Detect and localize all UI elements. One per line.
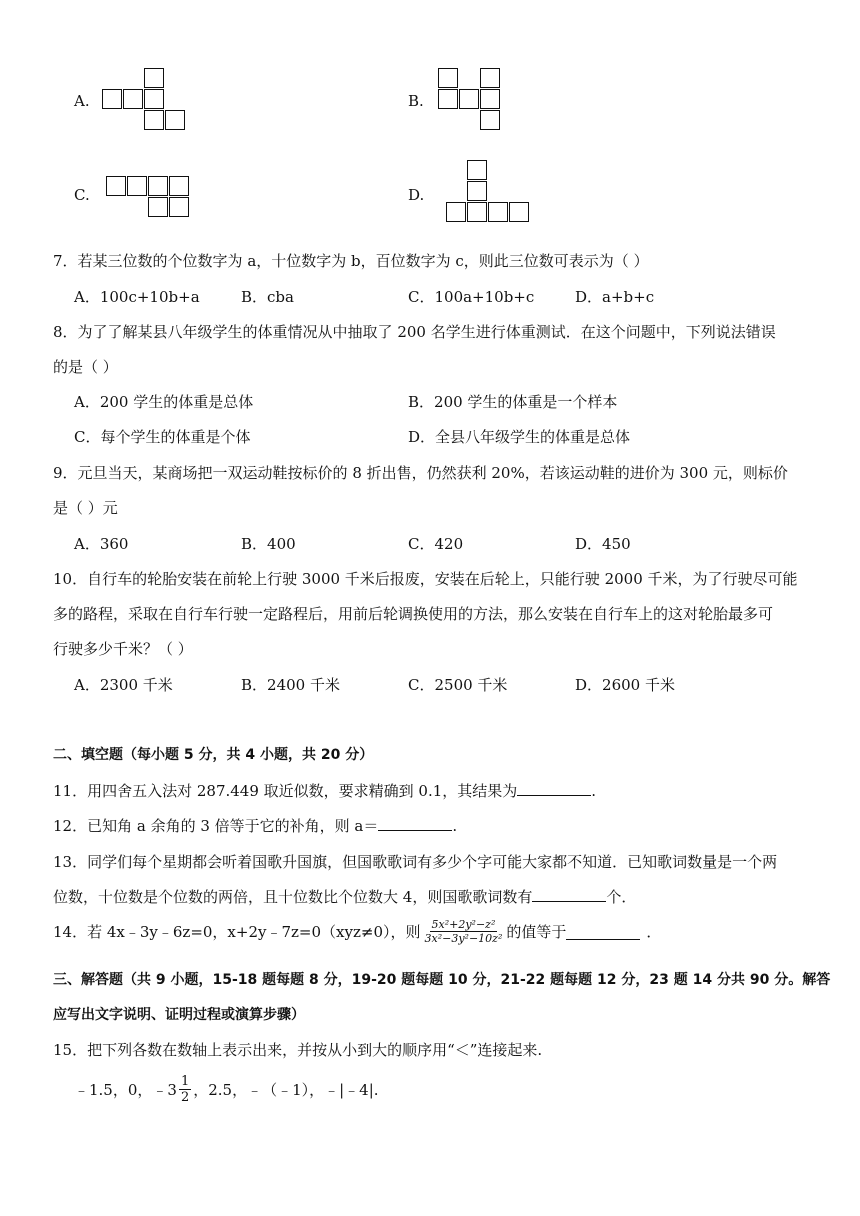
q15-numbers — [74, 1074, 379, 1105]
option-a-label: A. — [74, 92, 90, 110]
q8-option-c: C．每个学生的体重是个体 — [74, 428, 251, 446]
q7-option-d: D．a+b+c — [575, 288, 655, 306]
q8-option-a: A．200 学生的体重是总体 — [74, 393, 254, 411]
q15-numbers-post: ，2.5，﹣（﹣1），﹣|﹣4|. — [193, 1081, 379, 1099]
q11-end: . — [591, 782, 597, 800]
q12-text: 12．已知角 a 余角的 3 倍等于它的补角，则 a＝ — [53, 817, 379, 835]
q14-middle: 的值等于 — [506, 923, 567, 941]
q8-option-d: D．全县八年级学生的体重是总体 — [408, 428, 631, 446]
q10-stem-line3: 行驶多少千米？（ ） — [53, 640, 193, 658]
q14-denominator: 3x²−3y²−10z² — [424, 932, 503, 945]
q11-line — [53, 780, 596, 801]
q12-line — [53, 815, 457, 836]
q11-answer-blank — [517, 780, 591, 796]
q10-option-b: B．2400 千米 — [241, 676, 340, 694]
q9-option-a: A．360 — [74, 535, 129, 553]
q7-option-a: A．100c+10b+a — [74, 288, 200, 306]
q13-text: 位数，十位数是个位数的两倍，且十位数比个位数大 4，则国歌歌词数有 — [53, 888, 533, 906]
q13-end: 个． — [606, 888, 637, 906]
q9-option-b: B．400 — [241, 535, 296, 553]
q9-option-c: C．420 — [408, 535, 464, 553]
q15-frac-num: 1 — [180, 1074, 190, 1089]
q10-option-a: A．2300 千米 — [74, 676, 173, 694]
q14-text: 14．若 4x﹣3y﹣6z=0，x+2y﹣7z=0（xyz≠0），则 — [53, 923, 421, 941]
q10-option-d: D．2600 千米 — [575, 676, 675, 694]
section-3-heading-line1: 三、解答题（共 9 小题，15-18 题每题 8 分，19-20 题每题 10 分，21-22 题每题 12 分，23 题 14 分共 90 分。解答 — [53, 972, 831, 988]
q7-option-c: C．100a+10b+c — [408, 288, 535, 306]
q11-text: 11．用四舍五入法对 287.449 取近似数，要求精确到 0.1，其结果为 — [53, 782, 518, 800]
q13-line1: 13．同学们每个星期都会听着国歌升国旗，但国歌歌词有多少个字可能大家都不知道．已知歌词数量是一个两 — [53, 853, 778, 871]
q15-stem: 15．把下列各数在数轴上表示出来，并按从小到大的顺序用“＜”连接起来. — [53, 1041, 543, 1059]
section-3-heading-line2: 应写出文字说明、证明过程或演算步骤） — [53, 1007, 305, 1023]
q15-numbers-pre: ﹣1.5，0，﹣3 — [74, 1081, 177, 1099]
q15-fraction — [179, 1074, 191, 1105]
q10-option-c: C．2500 千米 — [408, 676, 508, 694]
option-c-label: C. — [74, 186, 90, 204]
q9-stem-line2: 是（ ）元 — [53, 499, 118, 517]
option-b-label: B. — [408, 92, 424, 110]
q15-frac-den: 2 — [180, 1090, 190, 1105]
q14-numerator: 5x²+2y²−z² — [431, 918, 496, 931]
q14-line — [53, 918, 661, 945]
q12-end: . — [452, 817, 458, 835]
q8-stem-line1: 8．为了了解某县八年级学生的体重情况从中抽取了 200 名学生进行体重测试．在这个问题中，下列说法错误 — [53, 323, 776, 341]
option-d-label: D. — [408, 186, 425, 204]
q8-option-b: B．200 学生的体重是一个样本 — [408, 393, 618, 411]
q13-answer-blank — [532, 886, 606, 902]
q14-fraction — [423, 918, 505, 945]
q13-line2 — [53, 886, 636, 907]
q10-stem-line1: 10．自行车的轮胎安装在前轮上行驶 3000 千米后报废，安装在后轮上，只能行驶 2000 千米，为了行驶尽可能 — [53, 570, 798, 588]
q14-end: ． — [646, 923, 662, 941]
q12-answer-blank — [378, 815, 452, 831]
q8-stem-line2: 的是（ ） — [53, 358, 118, 376]
q9-option-d: D．450 — [575, 535, 631, 553]
q10-stem-line2: 多的路程，采取在自行车行驶一定路程后，用前后轮调换使用的方法，那么安装在自行车上的这对轮胎最多可 — [53, 605, 774, 623]
q7-stem: 7．若某三位数的个位数字为 a，十位数字为 b，百位数字为 c，则此三位数可表示为（ ） — [53, 252, 649, 270]
q9-stem-line1: 9．元旦当天，某商场把一双运动鞋按标价的 8 折出售，仍然获利 20%，若该运动鞋的进价为 300 元，则标价 — [53, 464, 788, 482]
q7-option-b: B．cba — [241, 288, 294, 306]
section-2-heading: 二、填空题（每小题 5 分，共 4 小题，共 20 分） — [53, 747, 374, 763]
q14-answer-blank — [566, 924, 640, 940]
